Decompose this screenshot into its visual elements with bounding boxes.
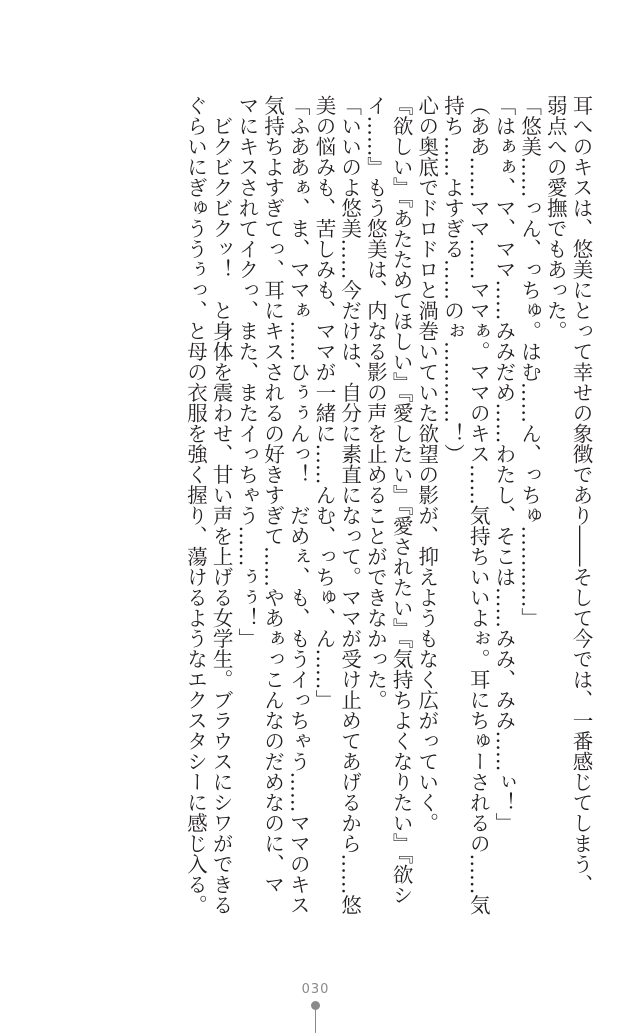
folio-line-ornament	[315, 1009, 316, 1033]
text-line: 耳へのキスは、悠美にとって幸せの象徴であり――そして今では、一番感じてしまう、	[569, 95, 593, 895]
text-line: 「悠美……っん、っちゅ。はむ……ん、っちゅ…………」	[517, 95, 542, 628]
text-line: 「ふああぁ、ま、ママぁ……ひぅぅんっ！ だめぇ、も、もうイっちゃう……ママのキス	[286, 95, 311, 915]
text-line: 弱点への愛撫でもあった。	[543, 95, 568, 341]
text-line: （ああ……ママ……ママぁ。ママのキス……気持ちいいよぉ。耳にちゅーされるの……気	[466, 95, 491, 915]
text-line: 気持ちよすぎてっ、耳にキスされるの好きすぎて……やあぁっこんなのだめなのに、マ	[260, 95, 285, 895]
text-line: ぐらいにぎゅううぅっ、と母の衣服を強く握り、蕩けるようなエクスタシーに感じ入る。	[183, 95, 208, 915]
text-line: 「いいのよ悠美……今だけは、自分に素直になって。ママが受け止めてあげるから……悠	[337, 95, 362, 915]
novel-text-body	[33, 95, 593, 955]
text-line: ビクビクビクッ！ と身体を震わせ、甘い声を上げる女学生。ブラウスにシワができる	[209, 95, 234, 915]
page-number: 030	[301, 982, 330, 997]
text-line: 美の悩みも、苦しみも、ママが一緒に……んむ、っちゅ、ん……」	[311, 95, 336, 710]
text-line: 『欲しい』『あたためてほしい』『愛したい』『愛されたい』『気持ちよくなりたい』『欲シ	[389, 95, 414, 905]
text-line: イ……』もう悠美は、内なる影の声を止めることができなかった。	[363, 95, 388, 710]
text-line: 持ち……よすぎる……のぉ…………！）	[440, 95, 465, 464]
text-line: 心の奥底でドロドロと渦巻いていた欲望の影が、抑えようもなく広がっていく。	[414, 95, 439, 833]
text-line: マにキスされてイクっ、また、またイっちゃう……ぅぅ！」	[234, 95, 259, 649]
text-line: 「はぁぁ、マ、ママ……みみだめ……わたし、そこは……みみ、みみ……ぃ！」	[491, 95, 516, 833]
